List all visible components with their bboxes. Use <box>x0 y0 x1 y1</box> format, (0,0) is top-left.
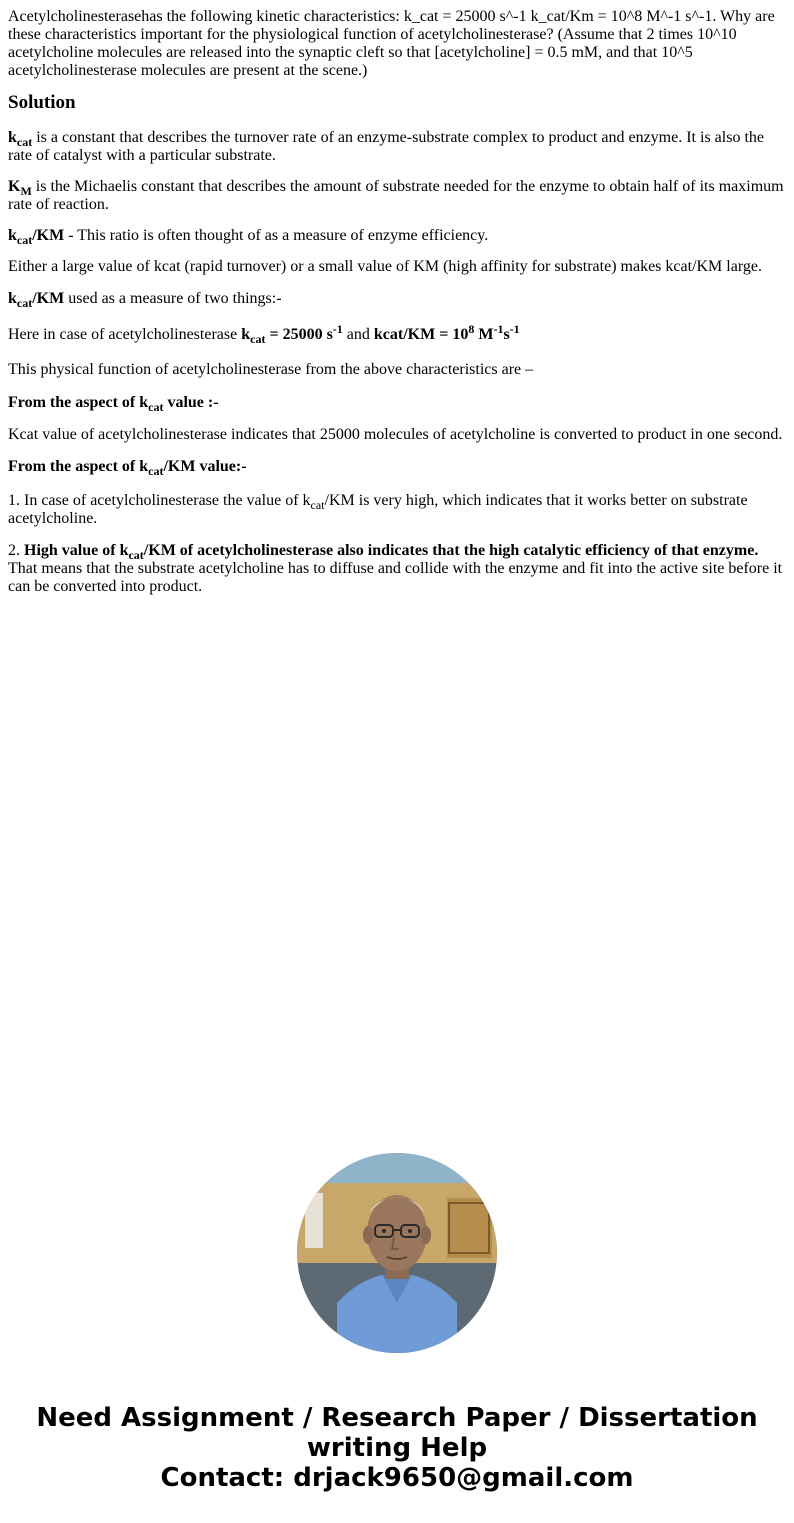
ratio-aspect-suffix: /KM value:- <box>163 458 247 475</box>
kcat-aspect-subscript: cat <box>148 400 164 414</box>
kcat-value-paragraph: Kcat value of acetylcholinesterase indicates that 25000 molecules of acetylcholine is converted to product in one second. <box>8 426 783 443</box>
used-subscript: cat <box>16 296 33 310</box>
point-two <box>8 542 788 596</box>
values-kcat-symbol: k <box>241 326 251 343</box>
ratio-aspect-subscript: cat <box>148 464 164 478</box>
kcat-symbol: k <box>8 129 17 146</box>
ratio-subscript: cat <box>16 233 33 247</box>
values-kcat-exponent: -1 <box>332 322 343 336</box>
values-kcat-subscript: cat <box>250 332 266 346</box>
values-ratio-value: kcat/KM = 10 <box>373 326 469 343</box>
point-two-bold-prefix: High value of k <box>24 542 129 559</box>
kcat-aspect-suffix: value :- <box>163 394 219 411</box>
kcat-definition <box>8 129 788 165</box>
ratio-symbol: k <box>8 227 17 244</box>
kcat-subscript: cat <box>16 135 33 149</box>
ratio-definition-text: - This ratio is often thought of as a measure of enzyme efficiency. <box>64 227 489 244</box>
km-symbol: K <box>8 178 21 195</box>
used-symbol: k <box>8 290 17 307</box>
promo-line-1: Need Assignment / Research Paper / Dissertation <box>36 1403 758 1433</box>
ratio-tail: /KM <box>32 227 65 244</box>
km-definition-text: is the Michaelis constant that describes the amount of substrate needed for the enzyme to obtain half of its maximum rate of reaction. <box>8 178 784 213</box>
promo-line-2: writing Help <box>306 1433 488 1463</box>
point-two-bold-suffix: /KM of acetylcholinesterase also indicates that the high catalytic efficiency of that enzyme. <box>143 542 759 559</box>
km-subscript: M <box>20 184 32 198</box>
author-avatar <box>297 1153 497 1353</box>
values-kcat-value: = 25000 s <box>265 326 333 343</box>
point-two-text: That means that the substrate acetylcholine has to diffuse and collide with the enzyme and fit into the active site before it can be converted into product. <box>8 560 783 595</box>
point-one <box>8 492 788 528</box>
point-two-subscript: cat <box>128 548 144 562</box>
used-paragraph <box>8 290 788 308</box>
ratio-definition <box>8 227 788 245</box>
either-paragraph: Either a large value of kcat (rapid turnover) or a small value of KM (high affinity for substrate) makes kcat/KM large. <box>8 258 762 275</box>
used-tail: /KM <box>32 290 65 307</box>
values-and: and <box>342 326 374 343</box>
values-unit-s: s <box>503 326 510 343</box>
used-text: used as a measure of two things:- <box>64 290 282 307</box>
physical-function-paragraph: This physical function of acetylcholinesterase from the above characteristics are – <box>8 361 534 378</box>
promo-banner <box>0 1403 794 1493</box>
point-one-suffix: /KM is very high, which indicates that it works better on substrate acetylcholine. <box>8 492 748 527</box>
point-one-prefix: 1. In case of acetylcholinesterase the value of k <box>8 492 311 509</box>
values-unit-m-exponent: -1 <box>493 322 504 336</box>
ratio-aspect-heading <box>8 458 788 476</box>
kcat-aspect-heading <box>8 394 788 412</box>
kcat-aspect-prefix: From the aspect of k <box>8 394 149 411</box>
ratio-aspect-prefix: From the aspect of k <box>8 458 149 475</box>
point-two-number: 2. <box>8 542 24 559</box>
author-photo-icon <box>297 1153 497 1353</box>
solution-document <box>8 8 788 612</box>
solution-heading: Solution <box>8 92 76 113</box>
promo-contact: Contact: drjack9650@gmail.com <box>160 1463 634 1493</box>
values-prefix: Here in case of acetylcholinesterase <box>8 326 242 343</box>
kcat-definition-text: is a constant that describes the turnover rate of an enzyme-substrate complex to product and enzyme. It is also the rate of catalyst with a particular substrate. <box>8 129 764 164</box>
values-unit-s-exponent: -1 <box>509 322 520 336</box>
km-definition <box>8 178 788 214</box>
values-unit-m: M <box>474 326 494 343</box>
point-one-subscript: cat <box>310 498 325 512</box>
values-ratio-exponent: 8 <box>468 322 475 336</box>
question-text: Acetylcholinesterasehas the following kinetic characteristics: k_cat = 25000 s^-1 k_cat/Km = 10^8 M^-1 s^-1. Why are these characteristics important for the physiological function of acetylcholinesterase? (Assume that 2 times 10^10 acetylcholine molecules are released into the synaptic cleft so that [acetylcholine] = 0.5 mM, and that 10^5 acetylcholinesterase molecules are present at the scene.) <box>8 8 775 79</box>
values-paragraph <box>8 322 788 346</box>
